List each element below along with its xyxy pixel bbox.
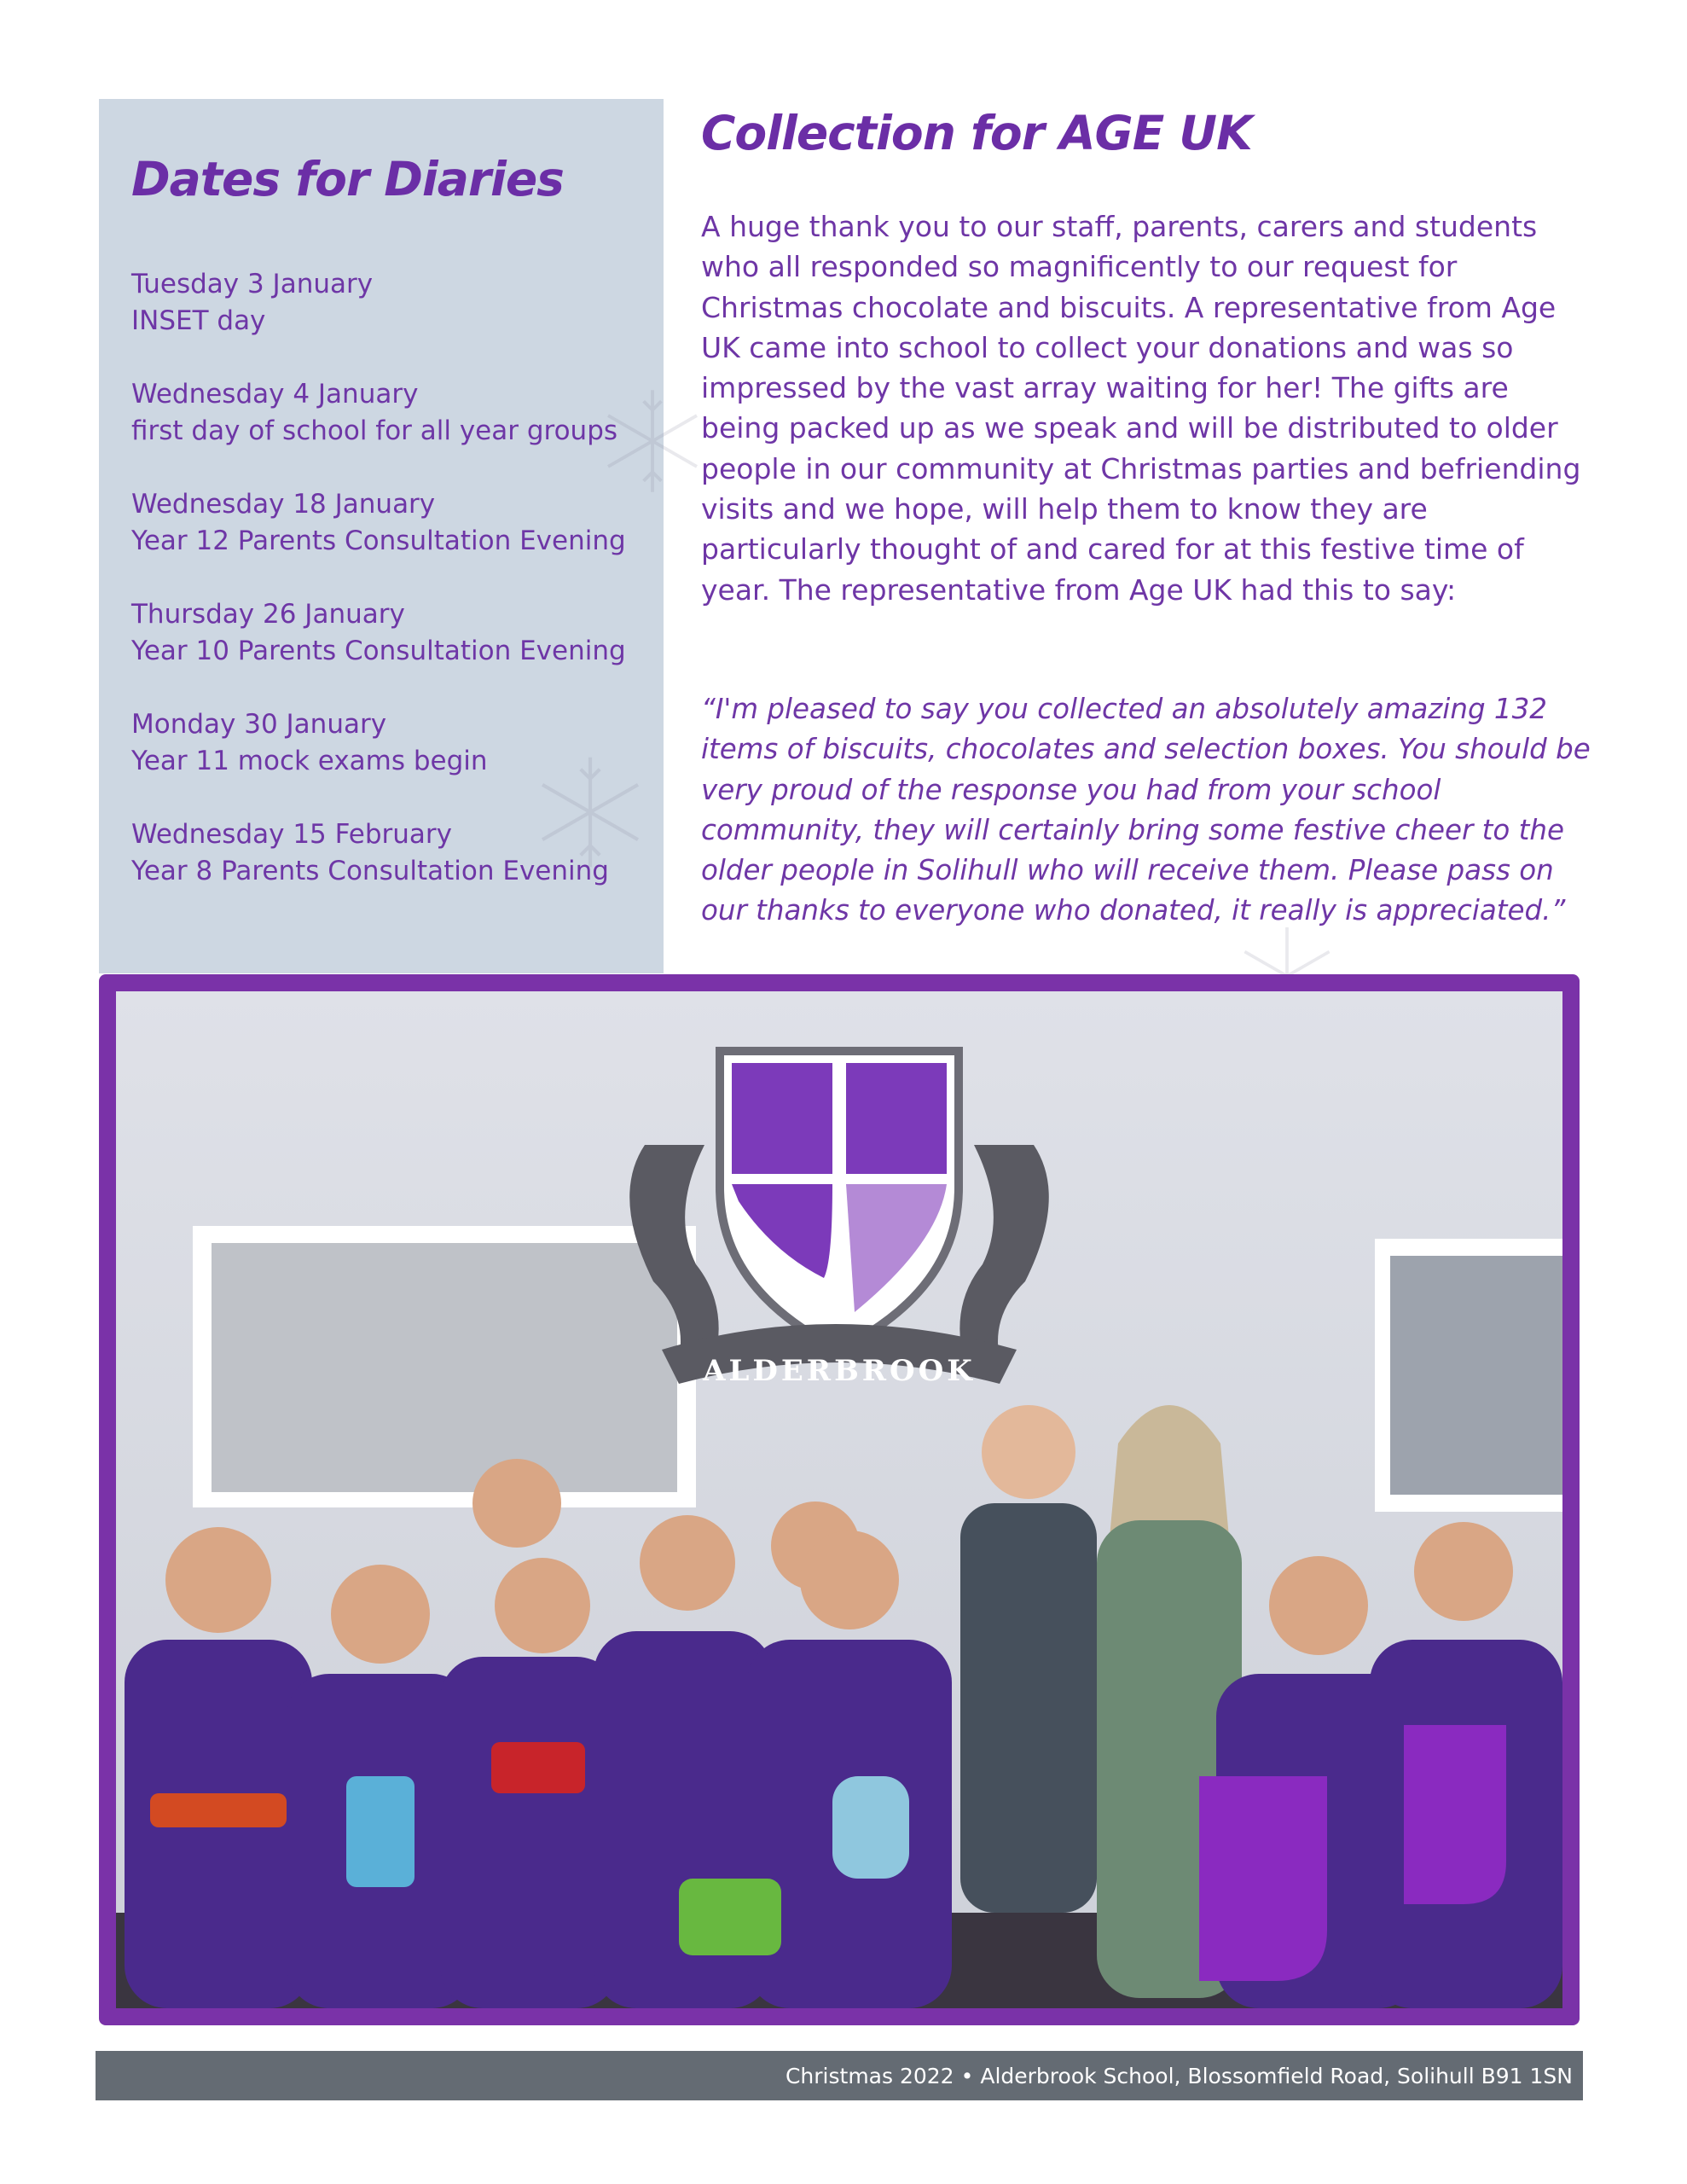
date-event: Year 10 Parents Consultation Evening (131, 636, 626, 666)
date-event: Year 11 mock exams begin (131, 746, 488, 776)
date-day: Monday 30 January (131, 709, 387, 740)
date-entry (131, 486, 652, 560)
date-day: Wednesday 15 February (131, 819, 452, 850)
page-footer (96, 2051, 1583, 2100)
snowflake-icon (597, 386, 708, 497)
crest-sign-text: ALDERBROOK (703, 1354, 976, 1388)
photo-frame (99, 974, 1580, 2025)
group-photo (116, 991, 1562, 2008)
date-day: Tuesday 3 January (131, 269, 374, 299)
article-intro: A huge thank you to our staff, parents, carers and students who all responded so magnificently to our request for Christmas chocolate and biscuits. A representative from Age UK came into school to collect your donations and was so impressed by the vast array waiting for her! The gifts are being packed up as we speak and will be distributed to older people in our community at Christmas parties and befriending visits and we hope, will help them to know they are particularly thought of and cared for at this festive time of year. The representative from Age UK had this to say: (701, 210, 1581, 607)
article-title: Collection for AGE UK (701, 106, 1252, 160)
sidebar-title: Dates for Diaries (131, 152, 564, 206)
date-entry (131, 596, 652, 670)
date-event: Year 8 Parents Consultation Evening (131, 856, 609, 886)
article-quote: “I'm pleased to say you collected an absolutely amazing 132 items of biscuits, chocolates and selection boxes. You should be very proud of the response you had from your school community, they will certainly bring some festive cheer to the older people in Solihull who will receive them. Please pass on our thanks to everyone who donated, it really is appreciated.” (701, 693, 1591, 927)
date-entry (131, 266, 652, 340)
footer-separator: • (960, 2063, 974, 2088)
date-event: first day of school for all year groups (131, 415, 618, 446)
date-day: Wednesday 18 January (131, 489, 436, 520)
date-entry (131, 376, 652, 450)
footer-address: Alderbrook School, Blossomfield Road, Solihull B91 1SN (980, 2063, 1573, 2088)
date-event: INSET day (131, 305, 266, 336)
snowflake-icon (530, 752, 650, 872)
date-day: Thursday 26 January (131, 599, 405, 630)
date-day: Wednesday 4 January (131, 379, 419, 410)
footer-edition: Christmas 2022 (785, 2063, 954, 2088)
date-event: Year 12 Parents Consultation Evening (131, 526, 626, 556)
